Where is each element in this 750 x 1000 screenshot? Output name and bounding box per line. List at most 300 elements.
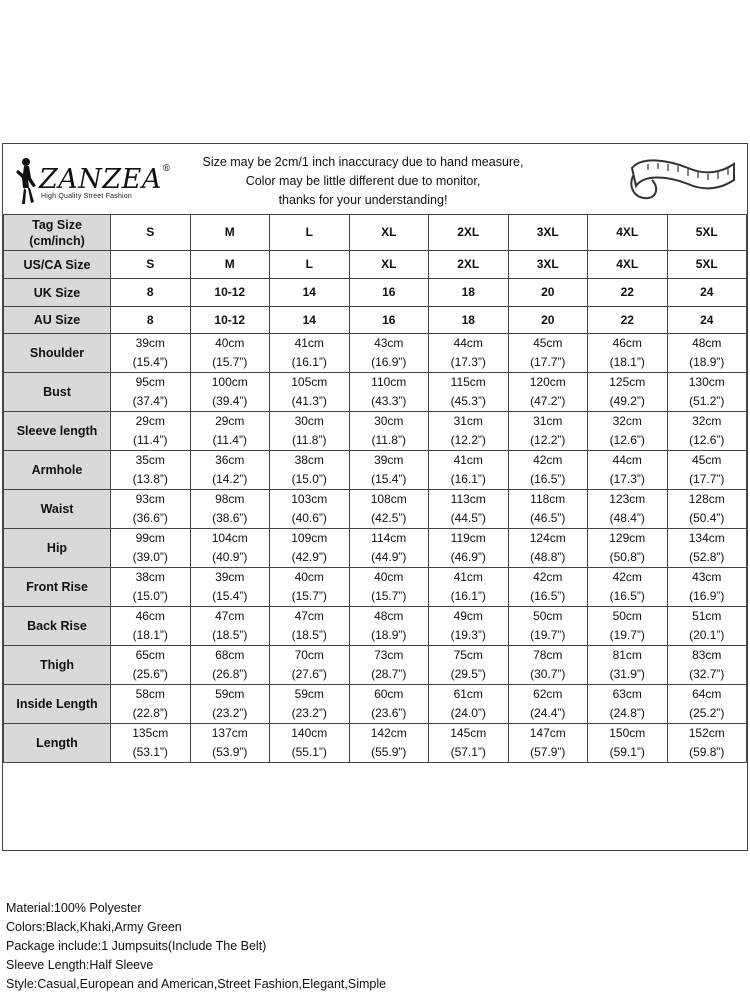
measure-row bbox=[4, 568, 747, 607]
measure-inch: (19.7”) bbox=[609, 628, 645, 642]
measure-cell bbox=[508, 646, 588, 685]
measure-row bbox=[4, 451, 747, 490]
measure-cm: 38cm bbox=[294, 453, 324, 467]
size-cell: 10-12 bbox=[190, 279, 270, 307]
measure-inch: (16.5”) bbox=[609, 589, 645, 603]
measure-inch: (16.9”) bbox=[689, 589, 725, 603]
measure-cell bbox=[349, 451, 429, 490]
measure-cm: 147cm bbox=[529, 726, 566, 740]
measure-cm: 115cm bbox=[450, 375, 486, 389]
measure-cm: 30cm bbox=[294, 414, 324, 428]
measure-inch: (11.8”) bbox=[292, 433, 327, 447]
measure-cell bbox=[190, 334, 270, 373]
measure-row bbox=[4, 607, 747, 646]
measure-inch: (57.1”) bbox=[450, 745, 486, 759]
measure-cm: 105cm bbox=[291, 375, 328, 389]
measure-cell bbox=[667, 529, 747, 568]
size-cell: 8 bbox=[111, 279, 191, 307]
measure-cm: 42cm bbox=[612, 570, 642, 584]
measure-inch: (53.1”) bbox=[132, 745, 168, 759]
measure-inch: (17.3”) bbox=[609, 472, 645, 486]
measure-cm: 45cm bbox=[692, 453, 722, 467]
measure-cm: 93cm bbox=[135, 492, 165, 506]
measure-cell bbox=[429, 373, 509, 412]
measure-cell bbox=[190, 568, 270, 607]
measure-inch: (43.3”) bbox=[371, 394, 407, 408]
measure-cell bbox=[429, 607, 509, 646]
measure-cell bbox=[588, 334, 668, 373]
measure-cell bbox=[111, 373, 191, 412]
measure-cm: 42cm bbox=[533, 453, 563, 467]
measure-row bbox=[4, 724, 747, 763]
size-cell: 24 bbox=[667, 307, 747, 334]
row-label: Bust bbox=[4, 373, 111, 412]
measure-inch: (19.3”) bbox=[450, 628, 486, 642]
notice-line: Size may be 2cm/1 inch inaccuracy due to hand measure, bbox=[202, 155, 524, 169]
measure-cell bbox=[190, 646, 270, 685]
measure-cm: 129cm bbox=[609, 531, 646, 545]
measure-cm: 124cm bbox=[529, 531, 566, 545]
measure-inch: (46.5”) bbox=[530, 511, 566, 525]
measure-inch: (26.8”) bbox=[212, 667, 248, 681]
notice-line: Color may be little different due to monitor, bbox=[245, 174, 481, 188]
measure-inch: (24.8”) bbox=[609, 706, 645, 720]
product-info-line: Package include:1 Jumpsuits(Include The Belt) bbox=[6, 939, 267, 953]
measure-cell bbox=[111, 529, 191, 568]
measure-cm: 31cm bbox=[453, 414, 483, 428]
measure-inch: (18.9”) bbox=[689, 355, 725, 369]
measure-cell bbox=[429, 685, 509, 724]
measure-inch: (24.0”) bbox=[450, 706, 486, 720]
measure-cell bbox=[508, 724, 588, 763]
measure-inch: (17.3”) bbox=[450, 355, 486, 369]
measure-row bbox=[4, 334, 747, 373]
size-header-row bbox=[4, 307, 747, 334]
measure-cell bbox=[349, 373, 429, 412]
measure-cm: 38cm bbox=[135, 570, 165, 584]
measure-cell bbox=[667, 568, 747, 607]
measure-cell bbox=[667, 373, 747, 412]
measure-cm: 83cm bbox=[692, 648, 722, 662]
size-cell: 20 bbox=[508, 307, 588, 334]
measure-inch: (13.8”) bbox=[132, 472, 168, 486]
measure-cell bbox=[667, 646, 747, 685]
measure-inch: (32.7”) bbox=[689, 667, 725, 681]
notice-line: thanks for your understanding! bbox=[278, 193, 448, 207]
chart-header bbox=[3, 144, 746, 215]
measure-cm: 103cm bbox=[291, 492, 328, 506]
measure-row bbox=[4, 373, 747, 412]
measure-cell bbox=[190, 490, 270, 529]
size-cell: 2XL bbox=[429, 251, 509, 279]
size-cell: 14 bbox=[270, 307, 350, 334]
measure-inch: (44.9”) bbox=[371, 550, 407, 564]
measure-inch: (44.5”) bbox=[450, 511, 486, 525]
size-cell: 4XL bbox=[588, 215, 668, 251]
measure-inch: (15.7”) bbox=[212, 355, 248, 369]
measure-inch: (42.9”) bbox=[291, 550, 327, 564]
size-cell: 3XL bbox=[508, 251, 588, 279]
measure-inch: (11.4”) bbox=[212, 433, 247, 447]
measure-cm: 150cm bbox=[609, 726, 646, 740]
measure-cell bbox=[111, 685, 191, 724]
measure-cm: 61cm bbox=[453, 687, 483, 701]
measure-cm: 104cm bbox=[211, 531, 248, 545]
measure-cm: 81cm bbox=[612, 648, 642, 662]
measure-cm: 42cm bbox=[533, 570, 563, 584]
measure-cell bbox=[508, 412, 588, 451]
measure-cell bbox=[270, 373, 350, 412]
measure-row bbox=[4, 412, 747, 451]
row-label: Front Rise bbox=[4, 568, 111, 607]
size-cell: 3XL bbox=[508, 215, 588, 251]
product-info-line: Material:100% Polyester bbox=[6, 901, 142, 915]
measure-cell bbox=[429, 490, 509, 529]
size-cell: 22 bbox=[588, 279, 668, 307]
measure-cell bbox=[349, 490, 429, 529]
measure-inch: (23.6”) bbox=[371, 706, 407, 720]
measure-cell bbox=[508, 451, 588, 490]
measure-inch: (59.1”) bbox=[609, 745, 645, 759]
measure-cm: 109cm bbox=[291, 531, 328, 545]
measure-cell bbox=[588, 412, 668, 451]
measure-cm: 39cm bbox=[374, 453, 404, 467]
measure-cell bbox=[190, 529, 270, 568]
measure-cell bbox=[429, 568, 509, 607]
measure-cm: 44cm bbox=[612, 453, 642, 467]
measure-cell bbox=[667, 334, 747, 373]
measure-cell bbox=[349, 529, 429, 568]
size-header-row bbox=[4, 251, 747, 279]
size-cell: 16 bbox=[349, 279, 429, 307]
row-label: Sleeve length bbox=[4, 412, 111, 451]
measure-inch: (22.8”) bbox=[132, 706, 168, 720]
measure-inch: (18.1”) bbox=[609, 355, 645, 369]
measure-inch: (57.9”) bbox=[530, 745, 566, 759]
measure-cm: 73cm bbox=[374, 648, 404, 662]
measure-cell bbox=[111, 607, 191, 646]
measure-cell bbox=[588, 529, 668, 568]
measure-inch: (38.6”) bbox=[212, 511, 248, 525]
brand-name: ZANZEA® bbox=[39, 164, 172, 195]
measure-inch: (53.9”) bbox=[212, 745, 248, 759]
measure-cm: 99cm bbox=[135, 531, 165, 545]
row-label: Waist bbox=[4, 490, 111, 529]
measure-cell bbox=[190, 373, 270, 412]
measure-inch: (15.0”) bbox=[291, 472, 327, 486]
measure-cm: 135cm bbox=[132, 726, 169, 740]
measure-inch: (40.6”) bbox=[291, 511, 327, 525]
measure-cm: 45cm bbox=[533, 336, 563, 350]
measure-cm: 47cm bbox=[294, 609, 324, 623]
measure-cm: 43cm bbox=[692, 570, 722, 584]
measure-row bbox=[4, 490, 747, 529]
row-label: Length bbox=[4, 724, 111, 763]
measurement-notice bbox=[183, 153, 543, 210]
measure-inch: (23.2”) bbox=[291, 706, 327, 720]
measure-cell bbox=[588, 607, 668, 646]
measure-inch: (52.8”) bbox=[689, 550, 725, 564]
measure-inch: (39.4”) bbox=[212, 394, 248, 408]
measure-inch: (39.0”) bbox=[132, 550, 168, 564]
measure-cm: 40cm bbox=[374, 570, 404, 584]
measure-cm: 108cm bbox=[370, 492, 407, 506]
measure-inch: (11.4”) bbox=[133, 433, 168, 447]
measure-inch: (16.1”) bbox=[450, 589, 486, 603]
size-header-row bbox=[4, 215, 747, 251]
measure-cell bbox=[270, 529, 350, 568]
measure-cm: 51cm bbox=[692, 609, 722, 623]
size-cell: 8 bbox=[111, 307, 191, 334]
measure-cell bbox=[270, 412, 350, 451]
measure-cm: 48cm bbox=[374, 609, 404, 623]
measure-cell bbox=[349, 646, 429, 685]
size-cell: 16 bbox=[349, 307, 429, 334]
measure-inch: (15.7”) bbox=[371, 589, 407, 603]
measure-cm: 78cm bbox=[533, 648, 563, 662]
measure-cm: 43cm bbox=[374, 336, 404, 350]
measure-cell bbox=[190, 451, 270, 490]
measure-row bbox=[4, 529, 747, 568]
measure-cm: 39cm bbox=[135, 336, 165, 350]
size-cell: 18 bbox=[429, 279, 509, 307]
size-cell: XL bbox=[349, 215, 429, 251]
measure-cell bbox=[349, 412, 429, 451]
row-label: Armhole bbox=[4, 451, 111, 490]
measure-cell bbox=[270, 685, 350, 724]
row-label-line: Tag Size bbox=[32, 217, 82, 232]
measure-cm: 50cm bbox=[612, 609, 642, 623]
measure-cell bbox=[429, 646, 509, 685]
size-cell: 22 bbox=[588, 307, 668, 334]
measure-cm: 110cm bbox=[371, 375, 407, 389]
measure-inch: (24.4”) bbox=[530, 706, 566, 720]
measure-cm: 59cm bbox=[215, 687, 245, 701]
row-label bbox=[4, 215, 111, 251]
measure-cm: 123cm bbox=[609, 492, 646, 506]
measure-cell bbox=[190, 724, 270, 763]
measure-cm: 130cm bbox=[688, 375, 725, 389]
measure-cell bbox=[588, 373, 668, 412]
measure-cm: 113cm bbox=[450, 492, 486, 506]
size-table bbox=[3, 214, 747, 763]
measure-cell bbox=[270, 646, 350, 685]
measure-inch: (29.5”) bbox=[450, 667, 486, 681]
size-cell: 18 bbox=[429, 307, 509, 334]
measuring-tape-icon bbox=[618, 150, 738, 210]
measure-cell bbox=[429, 451, 509, 490]
size-cell: 14 bbox=[270, 279, 350, 307]
measure-cell bbox=[508, 334, 588, 373]
measure-cm: 95cm bbox=[135, 375, 165, 389]
measure-cell bbox=[270, 490, 350, 529]
measure-inch: (15.4”) bbox=[132, 355, 168, 369]
measure-cm: 118cm bbox=[530, 492, 566, 506]
measure-inch: (49.2”) bbox=[609, 394, 645, 408]
measure-cell bbox=[667, 412, 747, 451]
measure-inch: (15.4”) bbox=[212, 589, 248, 603]
measure-inch: (36.6”) bbox=[132, 511, 168, 525]
size-cell: S bbox=[111, 215, 191, 251]
measure-inch: (51.2”) bbox=[689, 394, 725, 408]
measure-inch: (48.8”) bbox=[530, 550, 566, 564]
size-cell: L bbox=[270, 251, 350, 279]
measure-cm: 41cm bbox=[453, 453, 483, 467]
measure-cell bbox=[588, 685, 668, 724]
measure-inch: (12.2”) bbox=[530, 433, 566, 447]
measure-inch: (46.9”) bbox=[450, 550, 486, 564]
product-info-line: Style:Casual,European and American,Street Fashion,Elegant,Simple bbox=[6, 977, 387, 991]
measure-cm: 145cm bbox=[450, 726, 487, 740]
measure-cell bbox=[111, 490, 191, 529]
size-cell: L bbox=[270, 215, 350, 251]
measure-inch: (55.1”) bbox=[291, 745, 327, 759]
row-label: UK Size bbox=[4, 279, 111, 307]
measure-inch: (18.1”) bbox=[132, 628, 168, 642]
measure-cm: 98cm bbox=[215, 492, 245, 506]
measure-cell bbox=[667, 451, 747, 490]
measure-inch: (20.1”) bbox=[689, 628, 725, 642]
measure-cell bbox=[588, 724, 668, 763]
measure-cm: 31cm bbox=[533, 414, 563, 428]
measure-cell bbox=[588, 451, 668, 490]
measure-cell bbox=[349, 568, 429, 607]
measure-cell bbox=[508, 529, 588, 568]
measure-cell bbox=[667, 724, 747, 763]
measure-cm: 142cm bbox=[370, 726, 407, 740]
measure-cm: 114cm bbox=[371, 531, 407, 545]
measure-cell bbox=[111, 334, 191, 373]
measure-inch: (16.5”) bbox=[530, 589, 566, 603]
measure-cell bbox=[270, 568, 350, 607]
measure-cell bbox=[508, 607, 588, 646]
measure-cm: 29cm bbox=[215, 414, 245, 428]
measure-inch: (50.4”) bbox=[689, 511, 725, 525]
measure-inch: (15.0”) bbox=[132, 589, 168, 603]
measure-cm: 75cm bbox=[453, 648, 483, 662]
measure-cm: 50cm bbox=[533, 609, 563, 623]
measure-cm: 46cm bbox=[612, 336, 642, 350]
measure-inch: (12.2”) bbox=[450, 433, 486, 447]
measure-cm: 40cm bbox=[215, 336, 245, 350]
measure-cm: 39cm bbox=[215, 570, 245, 584]
measure-inch: (27.6”) bbox=[291, 667, 327, 681]
size-header-row bbox=[4, 279, 747, 307]
measure-cell bbox=[111, 568, 191, 607]
measure-cell bbox=[190, 685, 270, 724]
measure-row bbox=[4, 685, 747, 724]
measure-cm: 44cm bbox=[453, 336, 483, 350]
measure-inch: (25.2”) bbox=[689, 706, 725, 720]
measure-cm: 128cm bbox=[688, 492, 725, 506]
measure-inch: (16.1”) bbox=[450, 472, 486, 486]
measure-cell bbox=[508, 568, 588, 607]
measure-cell bbox=[270, 451, 350, 490]
measure-inch: (17.7”) bbox=[689, 472, 725, 486]
measure-inch: (17.7”) bbox=[530, 355, 566, 369]
measure-cell bbox=[588, 490, 668, 529]
measure-cell bbox=[111, 451, 191, 490]
measure-inch: (19.7”) bbox=[530, 628, 566, 642]
measure-inch: (55.9”) bbox=[371, 745, 407, 759]
measure-cm: 32cm bbox=[692, 414, 722, 428]
measure-cm: 59cm bbox=[294, 687, 324, 701]
measure-cell bbox=[429, 724, 509, 763]
measure-inch: (14.2”) bbox=[212, 472, 248, 486]
measure-inch: (18.5”) bbox=[212, 628, 248, 642]
size-cell: 10-12 bbox=[190, 307, 270, 334]
measure-cm: 125cm bbox=[609, 375, 646, 389]
measure-cm: 60cm bbox=[374, 687, 404, 701]
product-info bbox=[6, 899, 386, 994]
measure-cell bbox=[190, 607, 270, 646]
measure-cm: 47cm bbox=[215, 609, 245, 623]
measure-cm: 63cm bbox=[612, 687, 642, 701]
row-label-line: (cm/inch) bbox=[29, 233, 85, 248]
size-cell: 24 bbox=[667, 279, 747, 307]
size-table-body bbox=[4, 215, 747, 763]
size-cell: XL bbox=[349, 251, 429, 279]
measure-cell bbox=[429, 412, 509, 451]
measure-inch: (59.8”) bbox=[689, 745, 725, 759]
measure-cell bbox=[349, 334, 429, 373]
product-info-line: Colors:Black,Khaki,Army Green bbox=[6, 920, 182, 934]
brand-tagline: High Quality Street Fashion bbox=[41, 193, 132, 200]
measure-inch: (23.2”) bbox=[212, 706, 248, 720]
measure-cell bbox=[508, 685, 588, 724]
measure-cell bbox=[508, 490, 588, 529]
measure-cm: 62cm bbox=[533, 687, 563, 701]
size-chart-frame bbox=[2, 143, 748, 991]
measure-cm: 100cm bbox=[211, 375, 248, 389]
measure-cm: 68cm bbox=[215, 648, 245, 662]
row-label: US/CA Size bbox=[4, 251, 111, 279]
measure-cell bbox=[588, 568, 668, 607]
measure-inch: (18.5”) bbox=[291, 628, 327, 642]
measure-cell bbox=[270, 334, 350, 373]
measure-cm: 41cm bbox=[453, 570, 483, 584]
measure-inch: (12.6”) bbox=[689, 433, 725, 447]
measure-inch: (50.8”) bbox=[609, 550, 645, 564]
measure-cell bbox=[429, 334, 509, 373]
measure-cm: 32cm bbox=[612, 414, 642, 428]
measure-cm: 49cm bbox=[453, 609, 483, 623]
measure-cm: 140cm bbox=[291, 726, 328, 740]
size-cell: 5XL bbox=[667, 251, 747, 279]
measure-cell bbox=[190, 412, 270, 451]
size-cell: M bbox=[190, 215, 270, 251]
measure-cm: 119cm bbox=[450, 531, 486, 545]
row-label: Shoulder bbox=[4, 334, 111, 373]
measure-inch: (42.5”) bbox=[371, 511, 407, 525]
measure-cm: 35cm bbox=[135, 453, 165, 467]
measure-cm: 137cm bbox=[211, 726, 248, 740]
measure-cm: 29cm bbox=[135, 414, 165, 428]
row-label: Inside Length bbox=[4, 685, 111, 724]
measure-cm: 134cm bbox=[688, 531, 725, 545]
measure-cm: 36cm bbox=[215, 453, 245, 467]
measure-inch: (48.4”) bbox=[609, 511, 645, 525]
measure-inch: (37.4”) bbox=[132, 394, 168, 408]
measure-cm: 152cm bbox=[688, 726, 725, 740]
measure-inch: (25.6”) bbox=[132, 667, 168, 681]
measure-inch: (15.7”) bbox=[291, 589, 327, 603]
measure-cm: 64cm bbox=[692, 687, 722, 701]
measure-cell bbox=[111, 412, 191, 451]
measure-inch: (16.9”) bbox=[371, 355, 407, 369]
measure-cell bbox=[111, 646, 191, 685]
measure-cell bbox=[270, 607, 350, 646]
